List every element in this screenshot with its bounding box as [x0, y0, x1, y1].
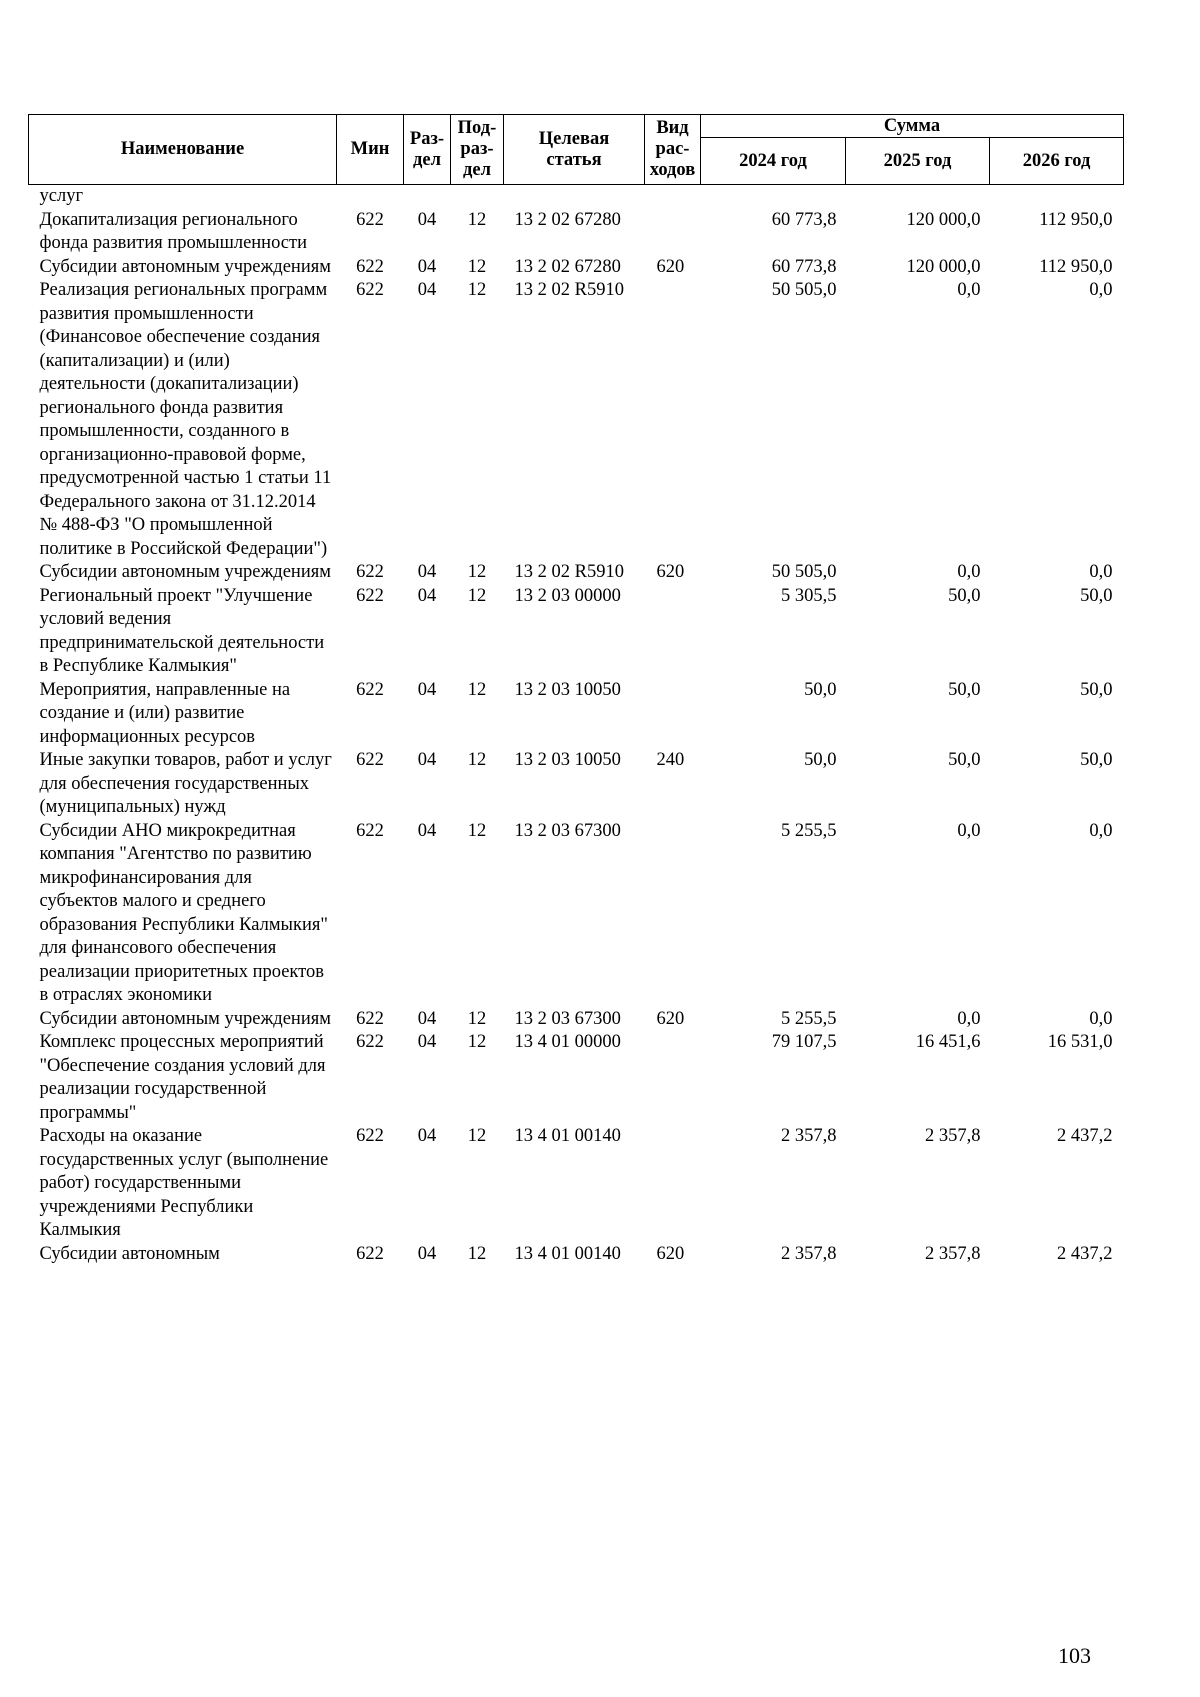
row-podrazdel: 12	[467, 679, 487, 700]
row-name: Иные закупки товаров, работ и услуг для обеспечения государственных (муниципальных) нужд	[39, 750, 332, 817]
row-sum-2026: 50,0	[1080, 585, 1113, 606]
row-celevaya-statya: 13 2 03 10050	[514, 750, 621, 770]
table-row	[29, 279, 1124, 561]
row-name: Субсидии автономным учреждениям	[39, 562, 331, 582]
header-razdel: Раз- дел	[404, 115, 451, 185]
row-celevaya-statya: 13 2 02 67280	[514, 209, 621, 230]
row-celevaya-statya	[504, 185, 645, 209]
row-min: 622	[356, 256, 384, 277]
row-sum-2026: 2 437,2	[1057, 1126, 1113, 1146]
row-podrazdel: 12	[467, 750, 487, 770]
row-name: Комплекс процессных мероприятий "Обеспечение создания условий для реализации государственной программы"	[39, 1032, 326, 1123]
table-body	[29, 185, 1124, 1267]
row-vid-raskhodov	[645, 585, 701, 679]
row-sum-2025: 50,0	[948, 750, 981, 770]
row-sum-2026: 16 531,0	[1047, 1032, 1113, 1052]
row-sum-2024: 50,0	[804, 679, 837, 700]
row-sum-2025: 120 000,0	[906, 209, 981, 230]
table-row	[29, 585, 1124, 679]
row-razdel: 04	[417, 1243, 437, 1264]
row-min	[337, 185, 404, 209]
row-sum-2025: 120 000,0	[906, 256, 981, 277]
table-row	[29, 1243, 1124, 1267]
row-sum-2024	[701, 185, 846, 209]
header-year-2026: 2026 год	[990, 138, 1124, 185]
table-row	[29, 561, 1124, 585]
row-vid-raskhodov	[645, 185, 701, 209]
row-name: Докапитализация регионального фонда развития промышленности	[39, 209, 307, 253]
row-name: Субсидии автономным учреждениям	[39, 1008, 331, 1029]
row-sum-2024: 5 255,5	[781, 1008, 837, 1029]
row-celevaya-statya: 13 2 03 10050	[514, 679, 621, 700]
row-celevaya-statya: 13 2 02 R5910	[514, 280, 624, 300]
row-razdel	[404, 185, 451, 209]
row-min: 622	[356, 562, 384, 582]
row-sum-2026: 50,0	[1080, 679, 1113, 700]
row-razdel: 04	[417, 256, 437, 277]
header-name: Наименование	[29, 115, 337, 185]
table-row	[29, 1008, 1124, 1032]
row-min: 622	[356, 679, 384, 700]
row-name: Субсидии автономным учреждениям	[39, 256, 331, 277]
row-razdel: 04	[417, 562, 437, 582]
row-celevaya-statya: 13 2 03 00000	[514, 585, 621, 606]
table-row	[29, 749, 1124, 820]
row-vid-raskhodov: 620	[656, 1243, 685, 1264]
row-name: Субсидии АНО микрокредитная компания "Агентство по развитию микрофинансирования для субъектов малого и среднего образования Республики Калмыкия" для финансового обеспечения реализации приоритетных проектов в отраслях экономики	[39, 820, 328, 1005]
row-sum-2025: 0,0	[957, 820, 981, 841]
row-min: 622	[356, 1008, 384, 1029]
row-podrazdel: 12	[467, 209, 487, 230]
row-razdel: 04	[417, 1126, 437, 1146]
row-sum-2024: 79 107,5	[771, 1032, 837, 1052]
row-min: 622	[356, 209, 384, 230]
row-sum-2026: 0,0	[1089, 562, 1113, 582]
header-min: Мин	[337, 115, 404, 185]
table-header	[29, 115, 1124, 185]
budget-table	[28, 114, 1124, 1266]
row-min: 622	[356, 280, 384, 300]
row-sum-2026: 112 950,0	[1039, 209, 1113, 230]
row-celevaya-statya: 13 4 01 00140	[514, 1126, 621, 1146]
row-sum-2024: 5 255,5	[781, 820, 837, 841]
header-year-2024: 2024 год	[701, 138, 846, 185]
row-celevaya-statya: 13 4 01 00140	[514, 1243, 621, 1264]
row-vid-raskhodov: 620	[656, 1008, 685, 1029]
table-row	[29, 256, 1124, 280]
row-podrazdel: 12	[467, 1008, 487, 1029]
row-vid-raskhodov: 620	[656, 562, 685, 582]
row-podrazdel: 12	[467, 1032, 487, 1052]
row-razdel: 04	[417, 820, 437, 841]
row-min: 622	[356, 750, 384, 770]
row-sum-2024: 60 773,8	[771, 209, 837, 230]
row-vid-raskhodov	[645, 209, 701, 256]
row-vid-raskhodov: 240	[656, 750, 685, 770]
row-sum-2025: 2 357,8	[925, 1243, 981, 1264]
table-row	[29, 185, 1124, 209]
row-sum-2024: 50 505,0	[771, 562, 837, 582]
row-sum-2024: 2 357,8	[781, 1243, 837, 1264]
row-name: Субсидии автономным	[39, 1243, 220, 1264]
row-sum-2024: 50 505,0	[771, 280, 837, 300]
row-sum-2025: 16 451,6	[915, 1032, 981, 1052]
row-podrazdel: 12	[467, 256, 487, 277]
page-number: 103	[1058, 1643, 1091, 1668]
row-podrazdel: 12	[467, 562, 487, 582]
row-min: 622	[356, 1126, 384, 1146]
row-name: услуг	[39, 186, 84, 206]
row-celevaya-statya: 13 2 03 67300	[514, 1008, 621, 1029]
row-sum-2025: 0,0	[957, 562, 981, 582]
row-sum-2026: 0,0	[1089, 820, 1113, 841]
row-min: 622	[356, 820, 384, 841]
row-sum-2024: 2 357,8	[781, 1126, 837, 1146]
header-podrazdel: Под- раз- дел	[451, 115, 504, 185]
row-podrazdel: 12	[467, 1126, 487, 1146]
row-sum-2025: 50,0	[948, 679, 981, 700]
row-min: 622	[356, 1243, 384, 1264]
header-summa: Сумма	[701, 115, 1124, 138]
table-row	[29, 1125, 1124, 1243]
row-razdel: 04	[417, 209, 437, 230]
row-razdel: 04	[417, 750, 437, 770]
row-vid-raskhodov	[645, 1125, 701, 1243]
row-min: 622	[356, 585, 384, 606]
row-vid-raskhodov	[645, 1031, 701, 1125]
row-vid-raskhodov	[645, 820, 701, 1008]
row-vid-raskhodov: 620	[656, 256, 685, 277]
row-celevaya-statya: 13 2 03 67300	[514, 820, 621, 841]
header-vid-raskhodov: Вид рас- ходов	[645, 115, 701, 185]
row-celevaya-statya: 13 4 01 00000	[514, 1032, 621, 1052]
row-celevaya-statya: 13 2 02 67280	[514, 256, 621, 277]
header-celevaya-statya: Целевая статья	[504, 115, 645, 185]
row-podrazdel: 12	[467, 1243, 487, 1264]
row-vid-raskhodov	[645, 279, 701, 561]
row-min: 622	[356, 1032, 384, 1052]
row-razdel: 04	[417, 1032, 437, 1052]
row-razdel: 04	[417, 280, 437, 300]
row-sum-2026: 0,0	[1089, 1008, 1113, 1029]
row-vid-raskhodov	[645, 679, 701, 750]
row-sum-2025	[846, 185, 990, 209]
table-row	[29, 679, 1124, 750]
row-podrazdel: 12	[467, 585, 487, 606]
header-year-2025: 2025 год	[846, 138, 990, 185]
table-row	[29, 1031, 1124, 1125]
row-name: Расходы на оказание государственных услуг (выполнение работ) государственными учреждениями Республики Калмыкия	[39, 1126, 329, 1240]
row-razdel: 04	[417, 585, 437, 606]
row-sum-2026	[990, 185, 1124, 209]
table-row	[29, 820, 1124, 1008]
row-razdel: 04	[417, 679, 437, 700]
row-name: Региональный проект "Улучшение условий ведения предпринимательской деятельности в Республике Калмыкия"	[39, 585, 325, 676]
row-sum-2025: 50,0	[948, 585, 981, 606]
row-sum-2026: 2 437,2	[1057, 1243, 1113, 1264]
row-sum-2025: 0,0	[957, 280, 981, 300]
row-celevaya-statya: 13 2 02 R5910	[514, 562, 624, 582]
row-sum-2026: 0,0	[1089, 280, 1113, 300]
row-sum-2024: 5 305,5	[781, 585, 837, 606]
row-podrazdel: 12	[467, 280, 487, 300]
row-podrazdel	[451, 185, 504, 209]
row-sum-2026: 112 950,0	[1039, 256, 1113, 277]
row-sum-2025: 2 357,8	[925, 1126, 981, 1146]
row-sum-2025: 0,0	[957, 1008, 981, 1029]
row-razdel: 04	[417, 1008, 437, 1029]
row-name: Мероприятия, направленные на создание и (или) развитие информационных ресурсов	[39, 679, 291, 747]
row-name: Реализация региональных программ развития промышленности (Финансовое обеспечение создания (капитализации) и (или) деятельности (докапитализации) регионального фонда развития промышленности, созданного в организационно-правовой форме, предусмотренной частью 1 статьи 11 Федерального закона от 31.12.2014 № 488-ФЗ "О промышленной политике в Российской Федерации")	[39, 280, 332, 559]
row-sum-2024: 60 773,8	[771, 256, 837, 277]
table-row	[29, 209, 1124, 256]
row-sum-2024: 50,0	[804, 750, 837, 770]
row-podrazdel: 12	[467, 820, 487, 841]
row-sum-2026: 50,0	[1080, 750, 1113, 770]
